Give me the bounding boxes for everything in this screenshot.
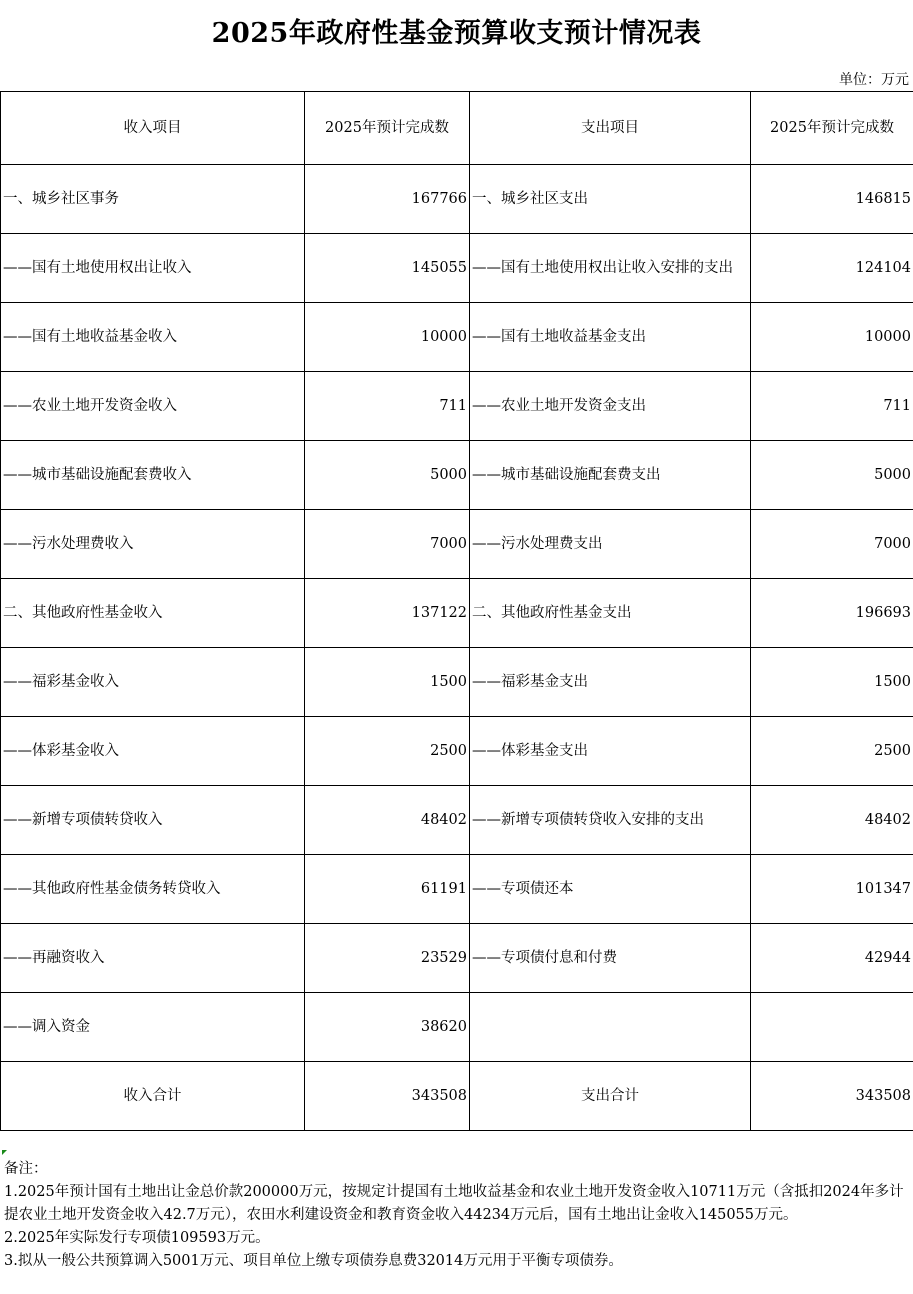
expense-name-cell: ——福彩基金支出 bbox=[470, 648, 751, 717]
note-item: 2.2025年实际发行专项债109593万元。 bbox=[4, 1230, 270, 1246]
table-row bbox=[1, 234, 913, 303]
expense-value-cell: 711 bbox=[751, 372, 913, 441]
note-item: 1.2025年预计国有土地出让金总价款200000万元，按规定计提国有土地收益基金和农业土地开发资金收入10711万元（含抵扣2024年多计提农业土地开发资金收入42.7万元），农田水利建设资金和教育资金收入44234万元后，国有土地出让金收入145055万元。 bbox=[4, 1184, 904, 1223]
income-name-cell: ——农业土地开发资金收入 bbox=[1, 372, 305, 441]
expense-value-cell: 101347 bbox=[751, 855, 913, 924]
income-name-cell: ——调入资金 bbox=[1, 993, 305, 1062]
table-row bbox=[1, 993, 913, 1062]
expense-name-cell: ——体彩基金支出 bbox=[470, 717, 751, 786]
income-value-cell: 711 bbox=[305, 372, 470, 441]
table-row bbox=[1, 924, 913, 993]
income-value-cell: 61191 bbox=[305, 855, 470, 924]
income-value-cell: 167766 bbox=[305, 165, 470, 234]
expense-value-cell: 10000 bbox=[751, 303, 913, 372]
expense-value-cell: 48402 bbox=[751, 786, 913, 855]
income-value-cell: 1500 bbox=[305, 648, 470, 717]
table-row bbox=[1, 510, 913, 579]
table-body bbox=[1, 92, 913, 1131]
expense-total-value: 343508 bbox=[751, 1062, 913, 1131]
expense-name-cell: ——城市基础设施配套费支出 bbox=[470, 441, 751, 510]
table-row bbox=[1, 303, 913, 372]
notes-heading: 备注： bbox=[4, 1161, 48, 1177]
table-row bbox=[1, 717, 913, 786]
income-value-cell: 7000 bbox=[305, 510, 470, 579]
header-expense-item: 支出项目 bbox=[470, 92, 751, 165]
income-total-label: 收入合计 bbox=[1, 1062, 305, 1131]
expense-name-cell: ——新增专项债转贷收入安排的支出 bbox=[470, 786, 751, 855]
notes-list bbox=[4, 1181, 910, 1273]
income-total-value: 343508 bbox=[305, 1062, 470, 1131]
expense-value-cell: 1500 bbox=[751, 648, 913, 717]
expense-name-cell: ——专项债还本 bbox=[470, 855, 751, 924]
header-income-value: 2025年预计完成数 bbox=[305, 92, 470, 165]
expense-name-cell: ——国有土地使用权出让收入安排的支出 bbox=[470, 234, 751, 303]
header-income-item: 收入项目 bbox=[1, 92, 305, 165]
expense-value-cell bbox=[751, 993, 913, 1062]
income-name-cell: ——福彩基金收入 bbox=[1, 648, 305, 717]
income-value-cell: 5000 bbox=[305, 441, 470, 510]
header-expense-value: 2025年预计完成数 bbox=[751, 92, 913, 165]
expense-name-cell: ——专项债付息和付费 bbox=[470, 924, 751, 993]
table-row bbox=[1, 165, 913, 234]
income-value-cell: 2500 bbox=[305, 717, 470, 786]
expense-value-cell: 2500 bbox=[751, 717, 913, 786]
income-value-cell: 38620 bbox=[305, 993, 470, 1062]
income-value-cell: 137122 bbox=[305, 579, 470, 648]
table-row bbox=[1, 648, 913, 717]
income-name-cell: ——国有土地收益基金收入 bbox=[1, 303, 305, 372]
income-name-cell: ——新增专项债转贷收入 bbox=[1, 786, 305, 855]
expense-value-cell: 42944 bbox=[751, 924, 913, 993]
budget-table bbox=[0, 91, 913, 1131]
expense-name-cell: 一、城乡社区支出 bbox=[470, 165, 751, 234]
cell-marker-icon bbox=[2, 1150, 7, 1155]
expense-name-cell: ——污水处理费支出 bbox=[470, 510, 751, 579]
income-value-cell: 23529 bbox=[305, 924, 470, 993]
income-name-cell: ——其他政府性基金债务转贷收入 bbox=[1, 855, 305, 924]
table-row bbox=[1, 372, 913, 441]
table-row bbox=[1, 855, 913, 924]
income-name-cell: 二、其他政府性基金收入 bbox=[1, 579, 305, 648]
income-value-cell: 10000 bbox=[305, 303, 470, 372]
expense-name-cell: 二、其他政府性基金支出 bbox=[470, 579, 751, 648]
table-row bbox=[1, 579, 913, 648]
income-value-cell: 145055 bbox=[305, 234, 470, 303]
income-name-cell: ——污水处理费收入 bbox=[1, 510, 305, 579]
income-name-cell: ——城市基础设施配套费收入 bbox=[1, 441, 305, 510]
expense-value-cell: 5000 bbox=[751, 441, 913, 510]
expense-value-cell: 124104 bbox=[751, 234, 913, 303]
unit-label: 单位：万元 bbox=[839, 72, 909, 88]
expense-value-cell: 146815 bbox=[751, 165, 913, 234]
expense-name-cell: ——国有土地收益基金支出 bbox=[470, 303, 751, 372]
expense-value-cell: 196693 bbox=[751, 579, 913, 648]
expense-total-label: 支出合计 bbox=[470, 1062, 751, 1131]
table-header-row bbox=[1, 92, 913, 165]
income-name-cell: 一、城乡社区事务 bbox=[1, 165, 305, 234]
income-name-cell: ——再融资收入 bbox=[1, 924, 305, 993]
page-title: 2025年政府性基金预算收支预计情况表 bbox=[211, 18, 702, 49]
expense-value-cell: 7000 bbox=[751, 510, 913, 579]
income-name-cell: ——国有土地使用权出让收入 bbox=[1, 234, 305, 303]
note-item: 3.拟从一般公共预算调入5001万元、项目单位上缴专项债券息费32014万元用于平衡专项债券。 bbox=[4, 1253, 623, 1269]
income-value-cell: 48402 bbox=[305, 786, 470, 855]
expense-name-cell: ——农业土地开发资金支出 bbox=[470, 372, 751, 441]
table-row bbox=[1, 441, 913, 510]
notes-section bbox=[4, 1158, 910, 1273]
expense-name-cell bbox=[470, 993, 751, 1062]
table-row bbox=[1, 786, 913, 855]
income-name-cell: ——体彩基金收入 bbox=[1, 717, 305, 786]
totals-row bbox=[1, 1062, 913, 1131]
